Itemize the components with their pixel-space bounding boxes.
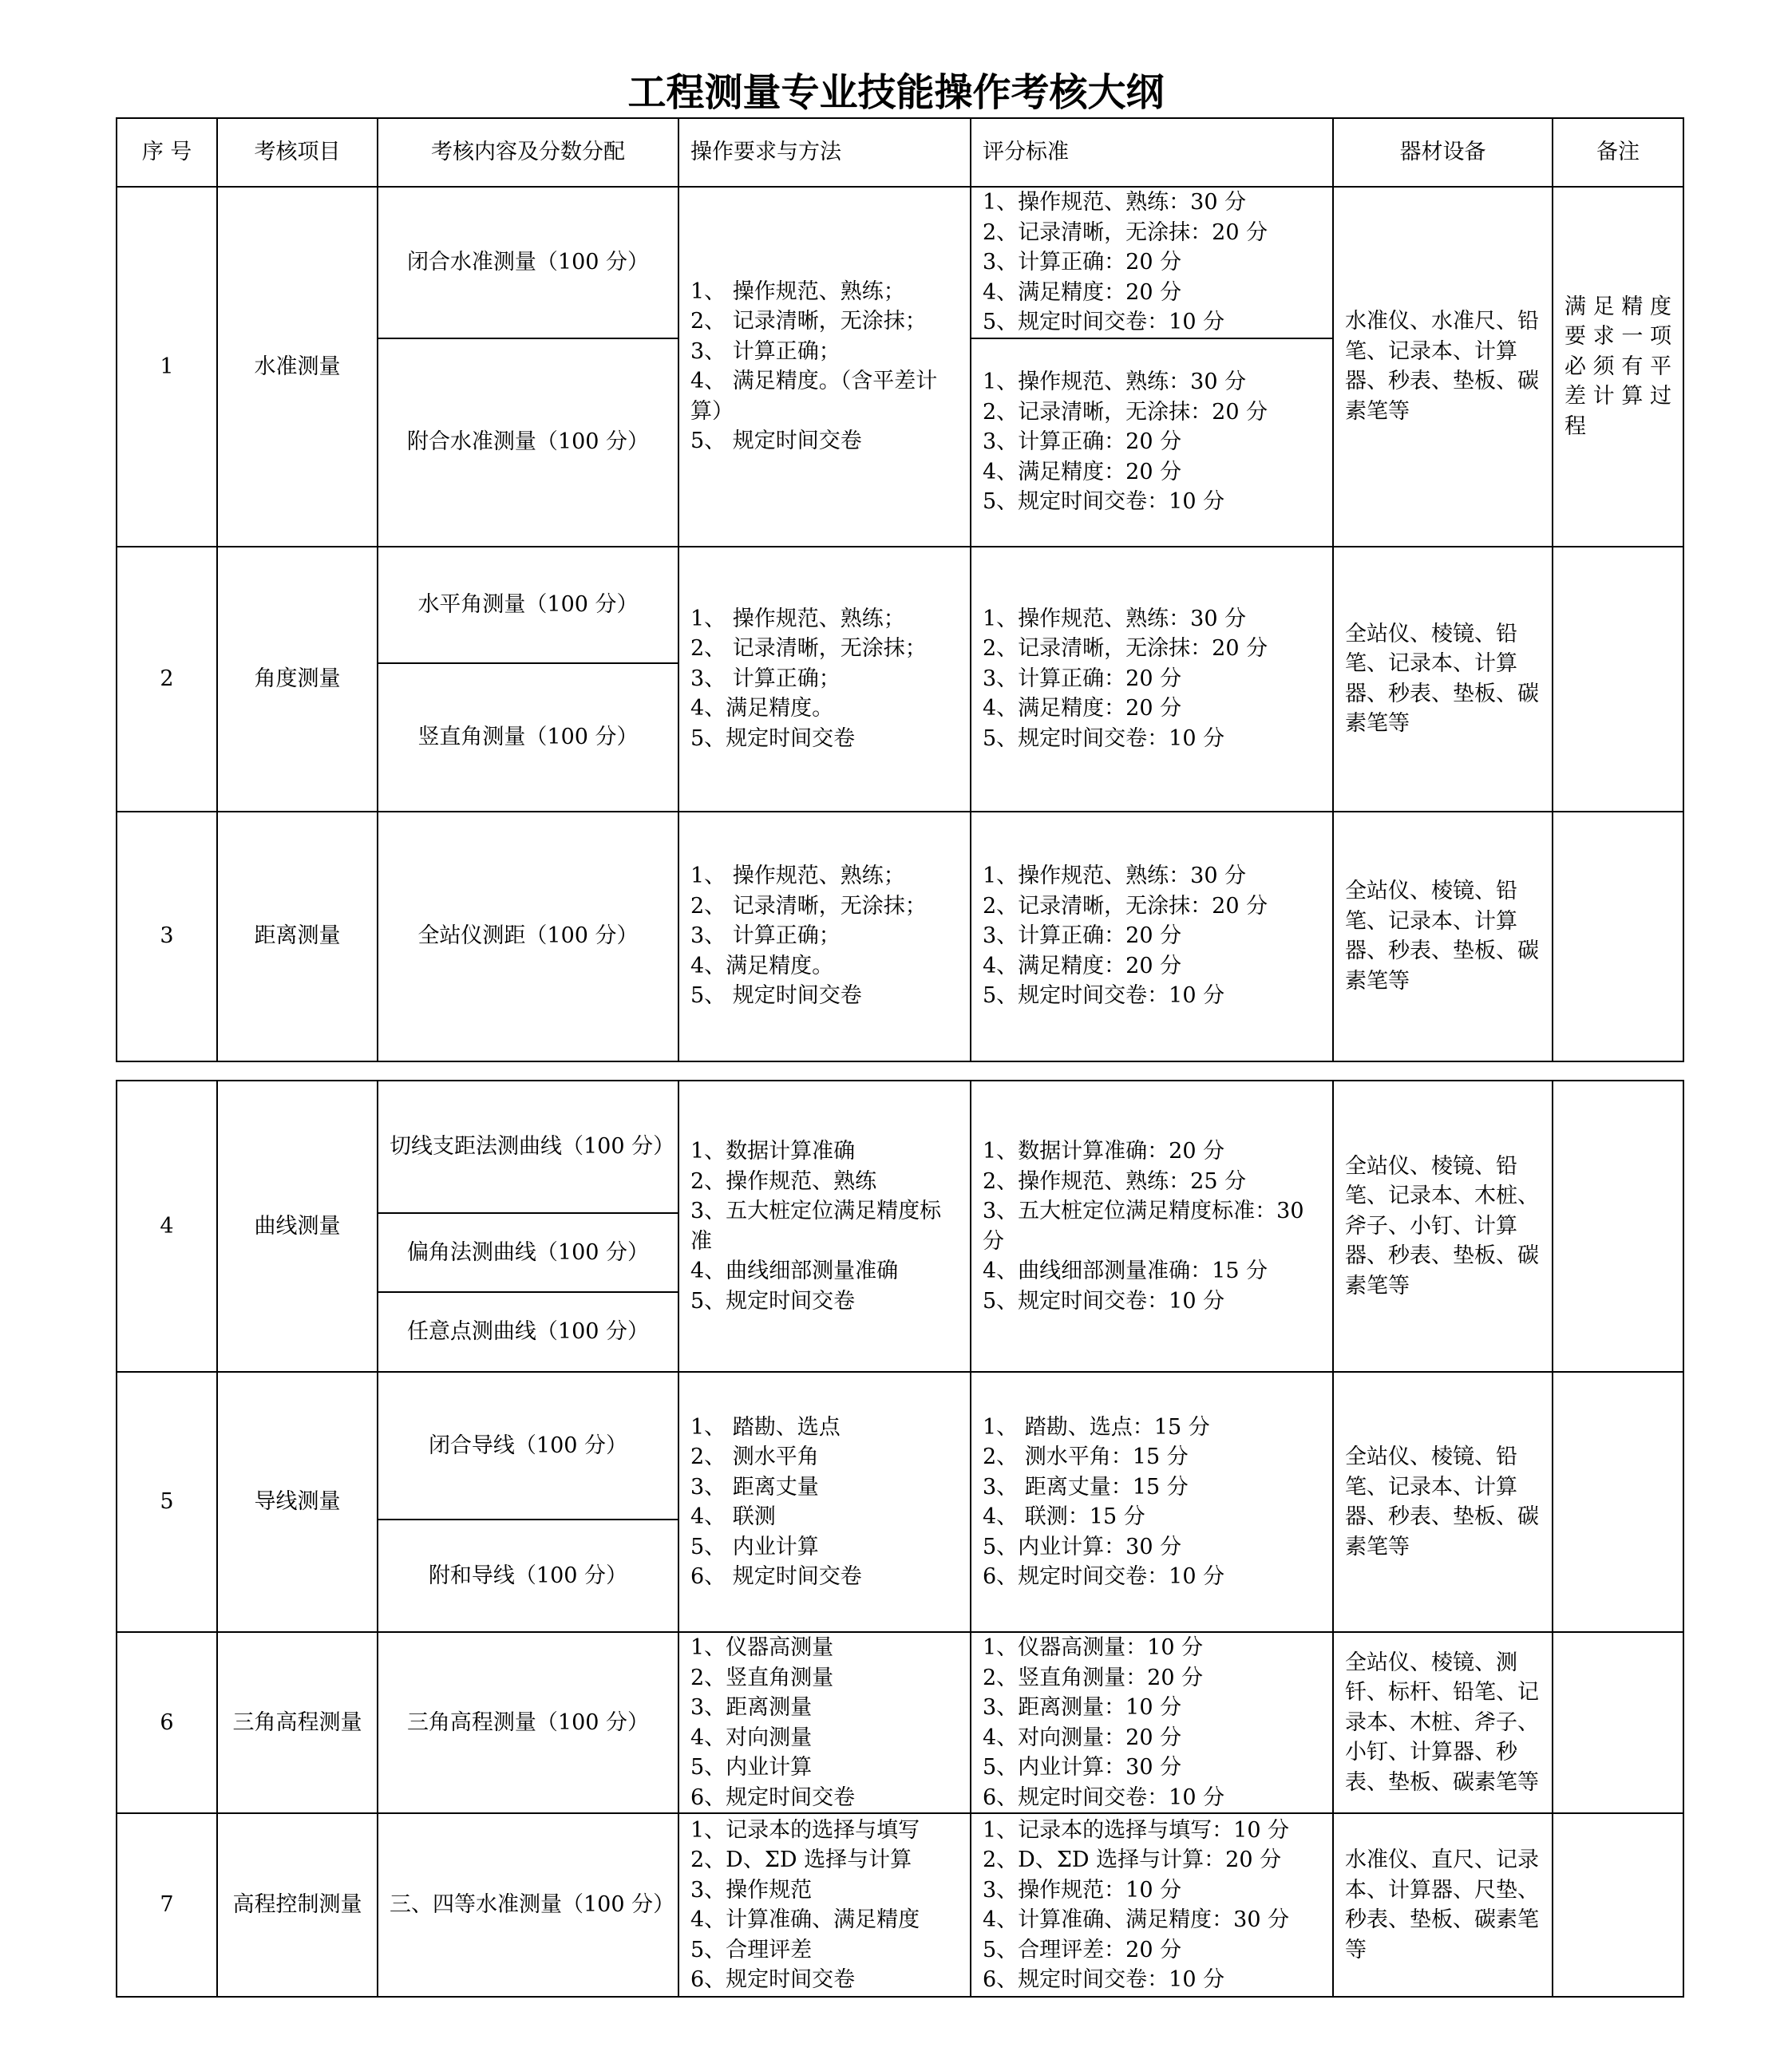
row-content: 附合水准测量（100 分） bbox=[378, 338, 678, 547]
row-equipment: 水准仪、直尺、记录本、计算器、尺垫、秒表、垫板、碳素笔等 bbox=[1333, 1813, 1553, 1997]
row-no: 1 bbox=[117, 187, 217, 547]
row-no: 7 bbox=[117, 1813, 217, 1997]
row-project: 距离测量 bbox=[217, 812, 378, 1061]
row-project: 三角高程测量 bbox=[217, 1632, 378, 1813]
row-requirements: 1、 踏勘、选点 2、 测水平角 3、 距离丈量 4、 联测 5、 内业计算 6、 规定时间交卷 bbox=[678, 1372, 971, 1632]
table-row bbox=[117, 1081, 1683, 1213]
row-equipment: 全站仪、棱镜、铅笔、记录本、计算器、秒表、垫板、碳素笔等 bbox=[1333, 812, 1553, 1061]
row-remark bbox=[1553, 812, 1683, 1061]
row-scoring: 1、 踏勘、选点：15 分 2、 测水平角：15 分 3、 距离丈量：15 分 4、 联测：15 分 5、内业计算：30 分 6、规定时间交卷：10 分 bbox=[971, 1372, 1333, 1632]
row-content: 全站仪测距（100 分） bbox=[378, 812, 678, 1061]
row-content: 水平角测量（100 分） bbox=[378, 547, 678, 663]
row-no: 6 bbox=[117, 1632, 217, 1813]
row-content: 闭合导线（100 分） bbox=[378, 1372, 678, 1520]
row-scoring: 1、操作规范、熟练：30 分 2、记录清晰，无涂抹：20 分 3、计算正确：20 分 4、满足精度：20 分 5、规定时间交卷：10 分 bbox=[971, 187, 1333, 338]
row-requirements: 1、 操作规范、熟练； 2、 记录清晰，无涂抹； 3、 计算正确； 4、 满足精度。（含平差计 算） 5、 规定时间交卷 bbox=[678, 187, 971, 547]
row-content: 偏角法测曲线（100 分） bbox=[378, 1213, 678, 1292]
row-no: 4 bbox=[117, 1081, 217, 1372]
row-equipment: 全站仪、棱镜、铅笔、记录本、木桩、斧子、小钉、计算器、秒表、垫板、碳素笔等 bbox=[1333, 1081, 1553, 1372]
table-row bbox=[117, 547, 1683, 663]
row-scoring: 1、操作规范、熟练：30 分 2、记录清晰，无涂抹：20 分 3、计算正确：20 分 4、满足精度：20 分 5、规定时间交卷：10 分 bbox=[971, 547, 1333, 812]
row-content: 三、四等水准测量（100 分） bbox=[378, 1813, 678, 1997]
row-requirements: 1、 操作规范、熟练； 2、 记录清晰，无涂抹； 3、 计算正确； 4、满足精度。 5、规定时间交卷 bbox=[678, 547, 971, 812]
header-requirements: 操作要求与方法 bbox=[678, 118, 971, 187]
row-scoring: 1、操作规范、熟练：30 分 2、记录清晰，无涂抹：20 分 3、计算正确：20 分 4、满足精度：20 分 5、规定时间交卷：10 分 bbox=[971, 338, 1333, 547]
row-equipment: 全站仪、棱镜、铅笔、记录本、计算器、秒表、垫板、碳素笔等 bbox=[1333, 1372, 1553, 1632]
row-scoring: 1、记录本的选择与填写：10 分 2、D、ΣD 选择与计算：20 分 3、操作规范：10 分 4、计算准确、满足精度：30 分 5、合理评差：20 分 6、规定时间交卷：10 分 bbox=[971, 1813, 1333, 1997]
row-remark bbox=[1553, 1081, 1683, 1372]
row-project: 曲线测量 bbox=[217, 1081, 378, 1372]
row-scoring: 1、数据计算准确：20 分 2、操作规范、熟练：25 分 3、五大桩定位满足精度标准：30 分 4、曲线细部测量准确：15 分 5、规定时间交卷：10 分 bbox=[971, 1081, 1333, 1372]
header-project: 考核项目 bbox=[217, 118, 378, 187]
header-equipment: 器材设备 bbox=[1333, 118, 1553, 187]
header-no: 序 号 bbox=[117, 118, 217, 187]
row-equipment: 水准仪、水准尺、铅笔、记录本、计算器、秒表、垫板、碳素笔等 bbox=[1333, 187, 1553, 547]
row-content: 附和导线（100 分） bbox=[378, 1520, 678, 1632]
row-requirements: 1、 操作规范、熟练； 2、 记录清晰，无涂抹； 3、 计算正确； 4、满足精度。 5、 规定时间交卷 bbox=[678, 812, 971, 1061]
table-row bbox=[117, 1632, 1683, 1813]
row-requirements: 1、仪器高测量 2、竖直角测量 3、距离测量 4、对向测量 5、内业计算 6、规定时间交卷 bbox=[678, 1632, 971, 1813]
row-content: 切线支距法测曲线（100 分） bbox=[378, 1081, 678, 1213]
row-remark bbox=[1553, 1632, 1683, 1813]
row-remark: 满足精度要求一项必须有平差计算过程 bbox=[1553, 187, 1683, 547]
header-scoring: 评分标准 bbox=[971, 118, 1333, 187]
header-content: 考核内容及分数分配 bbox=[378, 118, 678, 187]
row-remark bbox=[1553, 1813, 1683, 1997]
table-row bbox=[117, 1813, 1683, 1997]
table-row bbox=[117, 187, 1683, 338]
header-remark: 备注 bbox=[1553, 118, 1683, 187]
row-content: 三角高程测量（100 分） bbox=[378, 1632, 678, 1813]
table-row bbox=[117, 812, 1683, 1061]
row-content: 竖直角测量（100 分） bbox=[378, 663, 678, 812]
row-content: 任意点测曲线（100 分） bbox=[378, 1292, 678, 1372]
row-project: 高程控制测量 bbox=[217, 1813, 378, 1997]
row-remark bbox=[1553, 1372, 1683, 1632]
row-project: 导线测量 bbox=[217, 1372, 378, 1632]
row-scoring: 1、操作规范、熟练：30 分 2、记录清晰，无涂抹：20 分 3、计算正确：20 分 4、满足精度：20 分 5、规定时间交卷：10 分 bbox=[971, 812, 1333, 1061]
row-equipment: 全站仪、棱镜、测钎、标杆、铅笔、记录本、木桩、斧子、小钉、计算器、秒表、垫板、碳素笔等 bbox=[1333, 1632, 1553, 1813]
row-remark bbox=[1553, 547, 1683, 812]
page-title: 工程测量专业技能操作考核大纲 bbox=[627, 70, 1165, 115]
row-project: 角度测量 bbox=[217, 547, 378, 812]
table-row bbox=[117, 1372, 1683, 1520]
row-requirements: 1、记录本的选择与填写 2、D、ΣD 选择与计算 3、操作规范 4、计算准确、满足精度 5、合理评差 6、规定时间交卷 bbox=[678, 1813, 971, 1997]
row-requirements: 1、数据计算准确 2、操作规范、熟练 3、五大桩定位满足精度标准 4、曲线细部测量准确 5、规定时间交卷 bbox=[678, 1081, 971, 1372]
row-no: 3 bbox=[117, 812, 217, 1061]
row-content: 闭合水准测量（100 分） bbox=[378, 187, 678, 338]
row-equipment: 全站仪、棱镜、铅笔、记录本、计算器、秒表、垫板、碳素笔等 bbox=[1333, 547, 1553, 812]
table-header-row bbox=[117, 118, 1683, 187]
row-no: 5 bbox=[117, 1372, 217, 1632]
row-no: 2 bbox=[117, 547, 217, 812]
row-project: 水准测量 bbox=[217, 187, 378, 547]
row-scoring: 1、仪器高测量：10 分 2、竖直角测量：20 分 3、距离测量：10 分 4、对向测量：20 分 5、内业计算：30 分 6、规定时间交卷：10 分 bbox=[971, 1632, 1333, 1813]
exam-outline-table-part1 bbox=[116, 117, 1684, 1062]
exam-outline-table-part2 bbox=[116, 1080, 1684, 1998]
